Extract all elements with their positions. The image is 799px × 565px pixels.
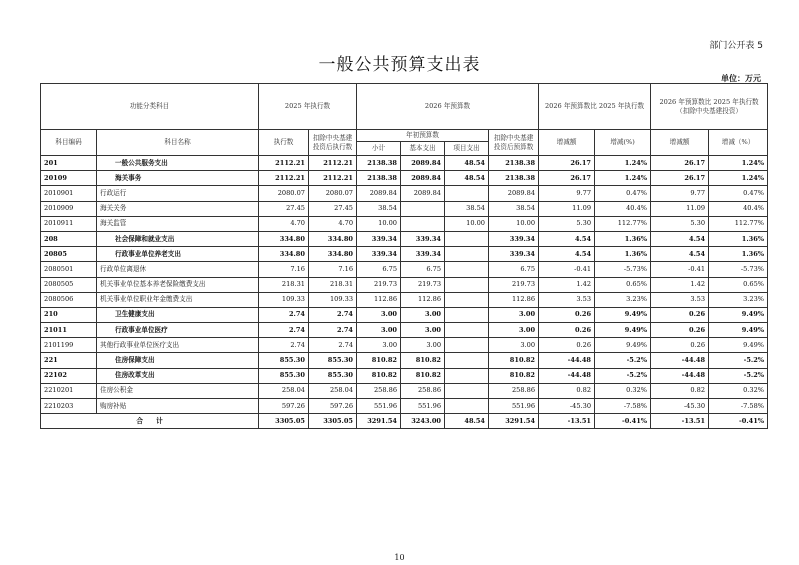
cell-project <box>445 247 489 262</box>
cell-inc-pct: -7.58% <box>595 399 651 414</box>
cell-budget-ex: 810.82 <box>489 368 539 383</box>
cell-name: 行政单位离退休 <box>97 262 259 277</box>
cell-inc-pct2: 9.49% <box>709 307 768 322</box>
header-annual: 年初预算数 <box>357 130 489 142</box>
cell-subtotal: 2138.38 <box>357 156 401 171</box>
cell-basic: 339.34 <box>401 231 445 246</box>
cell-name: 行政事业单位医疗 <box>97 323 259 338</box>
cell-budget-ex: 2089.84 <box>489 186 539 201</box>
cell-inc-amt: 26.17 <box>539 156 595 171</box>
cell-inc-pct: 1.36% <box>595 247 651 262</box>
cell-inc-amt: 0.26 <box>539 307 595 322</box>
total-exec-ex: 3305.05 <box>309 414 357 429</box>
header-exec-ex: 扣除中央基建投资后执行数 <box>309 130 357 156</box>
cell-basic: 3.00 <box>401 307 445 322</box>
cell-exec-ex: 7.16 <box>309 262 357 277</box>
cell-inc-amt2: 3.53 <box>651 292 709 307</box>
cell-budget-ex: 3.00 <box>489 323 539 338</box>
total-subtotal: 3291.54 <box>357 414 401 429</box>
cell-exec: 2112.21 <box>259 156 309 171</box>
cell-inc-amt2: -44.48 <box>651 368 709 383</box>
cell-code: 208 <box>41 231 97 246</box>
cell-code: 2101199 <box>41 338 97 353</box>
cell-inc-amt2: -0.41 <box>651 262 709 277</box>
cell-inc-amt2: -45.30 <box>651 399 709 414</box>
cell-subtotal: 112.86 <box>357 292 401 307</box>
cell-budget-ex: 6.75 <box>489 262 539 277</box>
header-comparison: 2026 年预算数比 2025 年执行数 <box>539 84 651 130</box>
cell-subtotal: 258.86 <box>357 383 401 398</box>
cell-code: 201 <box>41 156 97 171</box>
cell-inc-amt: 3.53 <box>539 292 595 307</box>
cell-inc-amt: 0.82 <box>539 383 595 398</box>
header-budget-ex: 扣除中央基建投资后预算数 <box>489 130 539 156</box>
cell-project <box>445 368 489 383</box>
cell-name: 住房公积金 <box>97 383 259 398</box>
cell-subtotal: 2089.84 <box>357 186 401 201</box>
header-subtotal: 小计 <box>357 142 401 156</box>
cell-exec-ex: 855.30 <box>309 353 357 368</box>
cell-inc-pct: 3.23% <box>595 292 651 307</box>
table-row <box>41 201 768 216</box>
cell-subtotal: 339.34 <box>357 247 401 262</box>
total-basic: 3243.00 <box>401 414 445 429</box>
cell-exec: 2080.07 <box>259 186 309 201</box>
cell-exec-ex: 2.74 <box>309 323 357 338</box>
cell-basic <box>401 201 445 216</box>
cell-code: 21011 <box>41 323 97 338</box>
cell-budget-ex: 2138.38 <box>489 171 539 186</box>
table-row <box>41 186 768 201</box>
header-2026-budget: 2026 年预算数 <box>357 84 539 130</box>
cell-code: 2080505 <box>41 277 97 292</box>
cell-basic: 339.34 <box>401 247 445 262</box>
table-row <box>41 353 768 368</box>
cell-exec-ex: 109.33 <box>309 292 357 307</box>
cell-basic: 219.73 <box>401 277 445 292</box>
header-name: 科目名称 <box>97 130 259 156</box>
cell-inc-pct2: 1.24% <box>709 156 768 171</box>
cell-basic: 3.00 <box>401 338 445 353</box>
cell-basic: 3.00 <box>401 323 445 338</box>
cell-subtotal: 810.82 <box>357 368 401 383</box>
cell-inc-amt2: 1.42 <box>651 277 709 292</box>
table-row <box>41 399 768 414</box>
cell-basic: 810.82 <box>401 368 445 383</box>
cell-exec: 597.26 <box>259 399 309 414</box>
cell-inc-pct2: 112.77% <box>709 216 768 231</box>
cell-code: 20109 <box>41 171 97 186</box>
cell-basic <box>401 216 445 231</box>
cell-project <box>445 338 489 353</box>
cell-inc-pct: 1.24% <box>595 171 651 186</box>
cell-exec-ex: 597.26 <box>309 399 357 414</box>
cell-name: 住房改革支出 <box>97 368 259 383</box>
cell-inc-amt2: 26.17 <box>651 171 709 186</box>
cell-basic: 258.86 <box>401 383 445 398</box>
total-project: 48.54 <box>445 414 489 429</box>
total-budget-ex: 3291.54 <box>489 414 539 429</box>
cell-basic: 6.75 <box>401 262 445 277</box>
cell-exec: 109.33 <box>259 292 309 307</box>
cell-exec-ex: 2080.07 <box>309 186 357 201</box>
cell-exec-ex: 2.74 <box>309 338 357 353</box>
cell-inc-pct2: 0.32% <box>709 383 768 398</box>
cell-inc-amt2: 0.26 <box>651 307 709 322</box>
cell-inc-amt: -0.41 <box>539 262 595 277</box>
cell-budget-ex: 219.73 <box>489 277 539 292</box>
cell-budget-ex: 339.34 <box>489 231 539 246</box>
cell-inc-amt: 5.30 <box>539 216 595 231</box>
cell-inc-amt: -44.48 <box>539 353 595 368</box>
cell-project <box>445 323 489 338</box>
cell-exec: 218.31 <box>259 277 309 292</box>
cell-exec-ex: 334.80 <box>309 247 357 262</box>
cell-project: 10.00 <box>445 216 489 231</box>
cell-name: 海关事务 <box>97 171 259 186</box>
cell-inc-amt: 0.26 <box>539 338 595 353</box>
cell-subtotal: 2138.38 <box>357 171 401 186</box>
header-code: 科目编码 <box>41 130 97 156</box>
table-row <box>41 247 768 262</box>
header-inc-pct2: 增减（%） <box>709 130 768 156</box>
cell-subtotal: 38.54 <box>357 201 401 216</box>
cell-exec: 334.80 <box>259 247 309 262</box>
cell-inc-amt2: 5.30 <box>651 216 709 231</box>
cell-inc-amt2: 0.26 <box>651 338 709 353</box>
cell-inc-amt2: 4.54 <box>651 247 709 262</box>
cell-inc-pct: 9.49% <box>595 338 651 353</box>
cell-inc-amt: 9.77 <box>539 186 595 201</box>
cell-budget-ex: 38.54 <box>489 201 539 216</box>
cell-inc-pct: 0.65% <box>595 277 651 292</box>
cell-name: 海关监管 <box>97 216 259 231</box>
cell-budget-ex: 3.00 <box>489 338 539 353</box>
cell-inc-pct2: 9.49% <box>709 338 768 353</box>
cell-inc-amt2: -44.48 <box>651 353 709 368</box>
cell-inc-amt: 1.42 <box>539 277 595 292</box>
header-exec: 执行数 <box>259 130 309 156</box>
table-row <box>41 292 768 307</box>
table-row <box>41 262 768 277</box>
cell-basic: 2089.84 <box>401 156 445 171</box>
cell-exec: 2.74 <box>259 338 309 353</box>
cell-inc-pct: -5.73% <box>595 262 651 277</box>
cell-code: 2010911 <box>41 216 97 231</box>
cell-exec-ex: 2.74 <box>309 307 357 322</box>
cell-inc-amt: 26.17 <box>539 171 595 186</box>
table-row <box>41 156 768 171</box>
cell-subtotal: 810.82 <box>357 353 401 368</box>
cell-project: 48.54 <box>445 156 489 171</box>
cell-inc-pct2: 3.23% <box>709 292 768 307</box>
cell-code: 20805 <box>41 247 97 262</box>
cell-exec-ex: 855.30 <box>309 368 357 383</box>
table-row <box>41 171 768 186</box>
cell-inc-pct2: 9.49% <box>709 323 768 338</box>
cell-budget-ex: 2138.38 <box>489 156 539 171</box>
page-number: 10 <box>394 553 405 562</box>
cell-inc-amt: -44.48 <box>539 368 595 383</box>
header-inc-pct: 增减(%) <box>595 130 651 156</box>
cell-inc-pct: 40.4% <box>595 201 651 216</box>
cell-project <box>445 262 489 277</box>
cell-code: 210 <box>41 307 97 322</box>
header-project: 项目支出 <box>445 142 489 156</box>
cell-inc-pct2: 1.36% <box>709 231 768 246</box>
cell-subtotal: 3.00 <box>357 307 401 322</box>
cell-inc-pct2: 40.4% <box>709 201 768 216</box>
cell-inc-pct: 0.32% <box>595 383 651 398</box>
cell-name: 一般公共服务支出 <box>97 156 259 171</box>
cell-inc-amt2: 0.26 <box>651 323 709 338</box>
cell-inc-pct2: -5.73% <box>709 262 768 277</box>
cell-exec: 2.74 <box>259 323 309 338</box>
cell-inc-pct2: -5.2% <box>709 368 768 383</box>
cell-inc-pct: 1.24% <box>595 156 651 171</box>
total-inc-pct: -0.41% <box>595 414 651 429</box>
cell-inc-pct2: -5.2% <box>709 353 768 368</box>
cell-project <box>445 383 489 398</box>
cell-exec: 2.74 <box>259 307 309 322</box>
cell-project <box>445 292 489 307</box>
table-number-label: 部门公开表 5 <box>709 41 763 51</box>
cell-exec: 258.04 <box>259 383 309 398</box>
cell-inc-amt2: 0.82 <box>651 383 709 398</box>
page-title: 一般公共预算支出表 <box>318 55 481 75</box>
header-comparison-excluding: 2026 年预算数比 2025 年执行数 （扣除中央基建投资） <box>651 84 768 130</box>
cell-name: 行政事业单位养老支出 <box>97 247 259 262</box>
cell-basic: 551.96 <box>401 399 445 414</box>
cell-code: 2010901 <box>41 186 97 201</box>
table-row <box>41 277 768 292</box>
table-row <box>41 368 768 383</box>
cell-inc-pct: -5.2% <box>595 368 651 383</box>
cell-name: 卫生健康支出 <box>97 307 259 322</box>
unit-label: 单位：万元 <box>721 74 761 83</box>
table-row <box>41 383 768 398</box>
header-basic: 基本支出 <box>401 142 445 156</box>
total-inc-amt: -13.51 <box>539 414 595 429</box>
cell-code: 221 <box>41 353 97 368</box>
cell-inc-amt2: 11.09 <box>651 201 709 216</box>
cell-name: 行政运行 <box>97 186 259 201</box>
cell-inc-pct2: 0.47% <box>709 186 768 201</box>
budget-table <box>40 83 768 429</box>
cell-subtotal: 219.73 <box>357 277 401 292</box>
cell-name: 社会保障和就业支出 <box>97 231 259 246</box>
total-label: 合 计 <box>41 414 259 429</box>
cell-code: 2210203 <box>41 399 97 414</box>
cell-subtotal: 10.00 <box>357 216 401 231</box>
cell-basic: 112.86 <box>401 292 445 307</box>
cell-code: 22102 <box>41 368 97 383</box>
cell-budget-ex: 339.34 <box>489 247 539 262</box>
cell-project <box>445 277 489 292</box>
cell-inc-pct2: 1.36% <box>709 247 768 262</box>
cell-code: 2010909 <box>41 201 97 216</box>
table-row <box>41 323 768 338</box>
cell-name: 机关事业单位职业年金缴费支出 <box>97 292 259 307</box>
cell-inc-amt2: 26.17 <box>651 156 709 171</box>
cell-budget-ex: 258.86 <box>489 383 539 398</box>
cell-name: 购房补贴 <box>97 399 259 414</box>
cell-exec-ex: 4.70 <box>309 216 357 231</box>
cell-code: 2080506 <box>41 292 97 307</box>
cell-exec-ex: 2112.21 <box>309 156 357 171</box>
cell-inc-pct: 9.49% <box>595 323 651 338</box>
cell-inc-pct2: -7.58% <box>709 399 768 414</box>
cell-inc-amt: 4.54 <box>539 231 595 246</box>
cell-subtotal: 339.34 <box>357 231 401 246</box>
cell-project: 38.54 <box>445 201 489 216</box>
cell-inc-pct: 1.36% <box>595 231 651 246</box>
total-inc-pct2: -0.41% <box>709 414 768 429</box>
cell-inc-amt: -45.30 <box>539 399 595 414</box>
cell-inc-amt: 0.26 <box>539 323 595 338</box>
cell-inc-pct2: 1.24% <box>709 171 768 186</box>
total-inc-amt2: -13.51 <box>651 414 709 429</box>
cell-budget-ex: 551.96 <box>489 399 539 414</box>
cell-inc-amt: 4.54 <box>539 247 595 262</box>
cell-project <box>445 353 489 368</box>
header-inc-amt2: 增减额 <box>651 130 709 156</box>
cell-name: 其他行政事业单位医疗支出 <box>97 338 259 353</box>
cell-exec: 4.70 <box>259 216 309 231</box>
table-row <box>41 307 768 322</box>
cell-subtotal: 551.96 <box>357 399 401 414</box>
table-row <box>41 231 768 246</box>
cell-budget-ex: 112.86 <box>489 292 539 307</box>
total-exec: 3305.05 <box>259 414 309 429</box>
cell-project <box>445 231 489 246</box>
cell-exec: 334.80 <box>259 231 309 246</box>
cell-inc-pct2: 0.65% <box>709 277 768 292</box>
cell-exec-ex: 2112.21 <box>309 171 357 186</box>
table-row <box>41 338 768 353</box>
cell-budget-ex: 3.00 <box>489 307 539 322</box>
header-functional-classification: 功能分类科目 <box>41 84 259 130</box>
cell-budget-ex: 810.82 <box>489 353 539 368</box>
cell-subtotal: 3.00 <box>357 323 401 338</box>
cell-inc-amt2: 9.77 <box>651 186 709 201</box>
cell-exec-ex: 334.80 <box>309 231 357 246</box>
cell-exec: 2112.21 <box>259 171 309 186</box>
cell-inc-amt2: 4.54 <box>651 231 709 246</box>
cell-subtotal: 3.00 <box>357 338 401 353</box>
header-2025-execution: 2025 年执行数 <box>259 84 357 130</box>
cell-project <box>445 186 489 201</box>
cell-project <box>445 399 489 414</box>
cell-subtotal: 6.75 <box>357 262 401 277</box>
cell-exec: 7.16 <box>259 262 309 277</box>
cell-name: 机关事业单位基本养老保险缴费支出 <box>97 277 259 292</box>
cell-exec: 855.30 <box>259 368 309 383</box>
cell-inc-pct: 9.49% <box>595 307 651 322</box>
cell-code: 2080501 <box>41 262 97 277</box>
cell-inc-amt: 11.09 <box>539 201 595 216</box>
cell-basic: 810.82 <box>401 353 445 368</box>
cell-inc-pct: -5.2% <box>595 353 651 368</box>
total-row <box>41 414 768 429</box>
cell-exec: 27.45 <box>259 201 309 216</box>
table-row <box>41 216 768 231</box>
cell-exec-ex: 218.31 <box>309 277 357 292</box>
cell-inc-pct: 112.77% <box>595 216 651 231</box>
cell-project: 48.54 <box>445 171 489 186</box>
cell-exec: 855.30 <box>259 353 309 368</box>
cell-exec-ex: 27.45 <box>309 201 357 216</box>
cell-name: 海关关务 <box>97 201 259 216</box>
cell-name: 住房保障支出 <box>97 353 259 368</box>
cell-budget-ex: 10.00 <box>489 216 539 231</box>
cell-basic: 2089.84 <box>401 171 445 186</box>
cell-project <box>445 307 489 322</box>
header-inc-amt: 增减额 <box>539 130 595 156</box>
cell-code: 2210201 <box>41 383 97 398</box>
cell-inc-pct: 0.47% <box>595 186 651 201</box>
cell-basic: 2089.84 <box>401 186 445 201</box>
cell-exec-ex: 258.04 <box>309 383 357 398</box>
